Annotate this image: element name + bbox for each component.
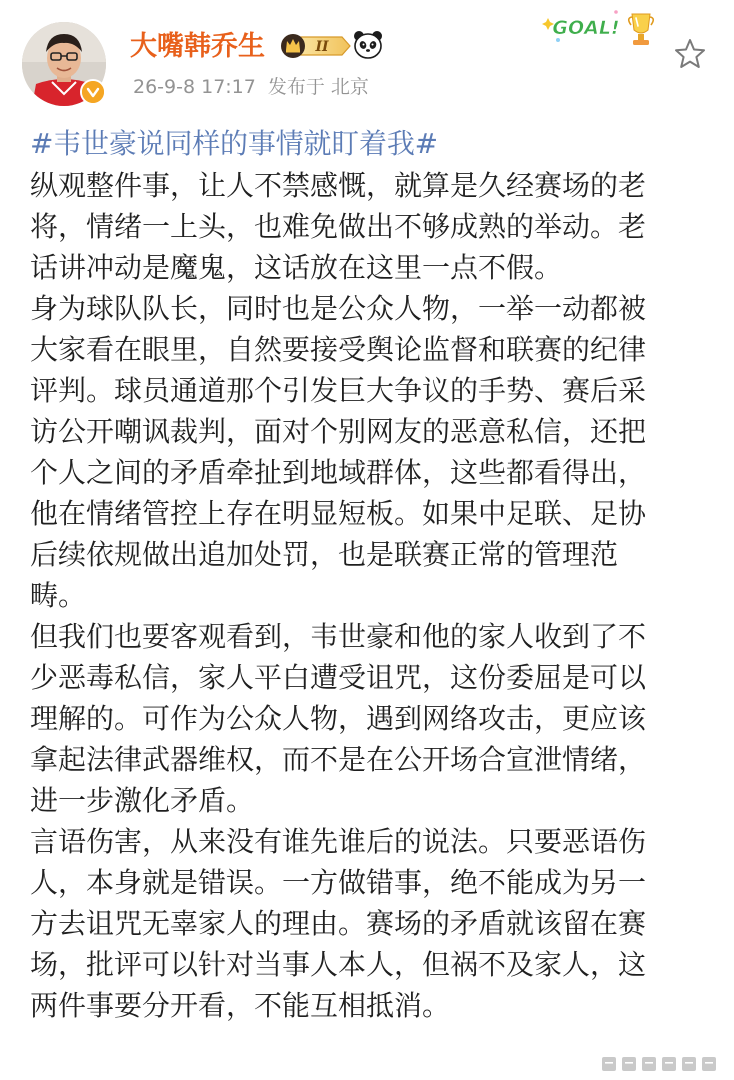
text-line: 他在情绪管控上存在明显短板。如果中足联、足协 bbox=[30, 497, 647, 530]
crown-vip-icon[interactable] bbox=[280, 31, 352, 65]
text-line: 纵观整件事，让人不禁感慨，就算是久经赛场的老 bbox=[30, 169, 647, 202]
text-line: 将，情绪一上头，也难免做出不够成熟的举动。老 bbox=[30, 210, 647, 243]
post-header bbox=[0, 0, 734, 120]
panda-icon bbox=[352, 29, 384, 65]
text-line: 进一步激化矛盾。 bbox=[30, 784, 255, 817]
post-meta bbox=[133, 74, 369, 100]
author-name[interactable]: 大嘴韩乔生 bbox=[130, 31, 265, 62]
text-line: 大家看在眼里，自然要接受舆论监督和联赛的纪律 bbox=[30, 333, 647, 366]
text-line: 身为球队队长，同时也是公众人物，一举一动都被 bbox=[30, 292, 647, 325]
text-line: 场，批评可以针对当事人本人，但祸不及家人，这 bbox=[30, 948, 647, 981]
weibo-watermark-icon bbox=[602, 1054, 726, 1078]
text-line: 人，本身就是错误。一方做错事，绝不能成为另一 bbox=[30, 866, 647, 899]
text-line: 方去诅咒无辜家人的理由。赛场的矛盾就该留在赛 bbox=[30, 907, 647, 940]
paragraph-1 bbox=[30, 165, 720, 288]
text-line: 但我们也要客观看到，韦世豪和他的家人收到了不 bbox=[30, 620, 647, 653]
goal-sticker bbox=[540, 4, 658, 56]
text-line: 话讲冲动是魔鬼，这话放在这里一点不假。 bbox=[30, 251, 563, 284]
verified-badge-icon bbox=[80, 79, 106, 105]
text-line: 后续依规做出追加处罚，也是联赛正常的管理范 bbox=[30, 538, 619, 571]
favorite-button[interactable] bbox=[672, 36, 708, 72]
text-line: 言语伤害，从来没有谁先谁后的说法。只要恶语伤 bbox=[30, 825, 647, 858]
text-line: 两件事要分开看，不能互相抵消。 bbox=[30, 989, 451, 1022]
text-line: 畴。 bbox=[30, 579, 87, 612]
paragraph-2 bbox=[30, 288, 720, 616]
post-location: 发布于 北京 bbox=[267, 76, 369, 98]
text-line: 访公开嘲讽裁判，面对个别网友的恶意私信，还把 bbox=[30, 415, 647, 448]
text-line: 拿起法律武器维权，而不是在公开场合宣泄情绪， bbox=[30, 743, 647, 776]
text-line: 评判。球员通道那个引发巨大争议的手势、赛后采 bbox=[30, 374, 647, 407]
text-line: 理解的。可作为公众人物，遇到网络攻击，更应该 bbox=[30, 702, 647, 735]
topic-hashtag-link[interactable]: #韦世豪说同样的事情就盯着我# bbox=[30, 127, 438, 160]
sticker-text: GOAL! bbox=[552, 17, 620, 39]
text-line: 个人之间的矛盾牵扯到地域群体，这些都看得出， bbox=[30, 456, 647, 489]
post-date: 26-9-8 17:17 bbox=[133, 76, 256, 98]
star-outline-icon bbox=[672, 36, 708, 72]
paragraph-3 bbox=[30, 616, 720, 821]
text-line: 少恶毒私信，家人平白遭受诅咒，这份委屈是可以 bbox=[30, 661, 647, 694]
vip-level-text: II bbox=[315, 39, 329, 55]
paragraph-4 bbox=[30, 821, 720, 1026]
post-body bbox=[30, 124, 720, 1026]
